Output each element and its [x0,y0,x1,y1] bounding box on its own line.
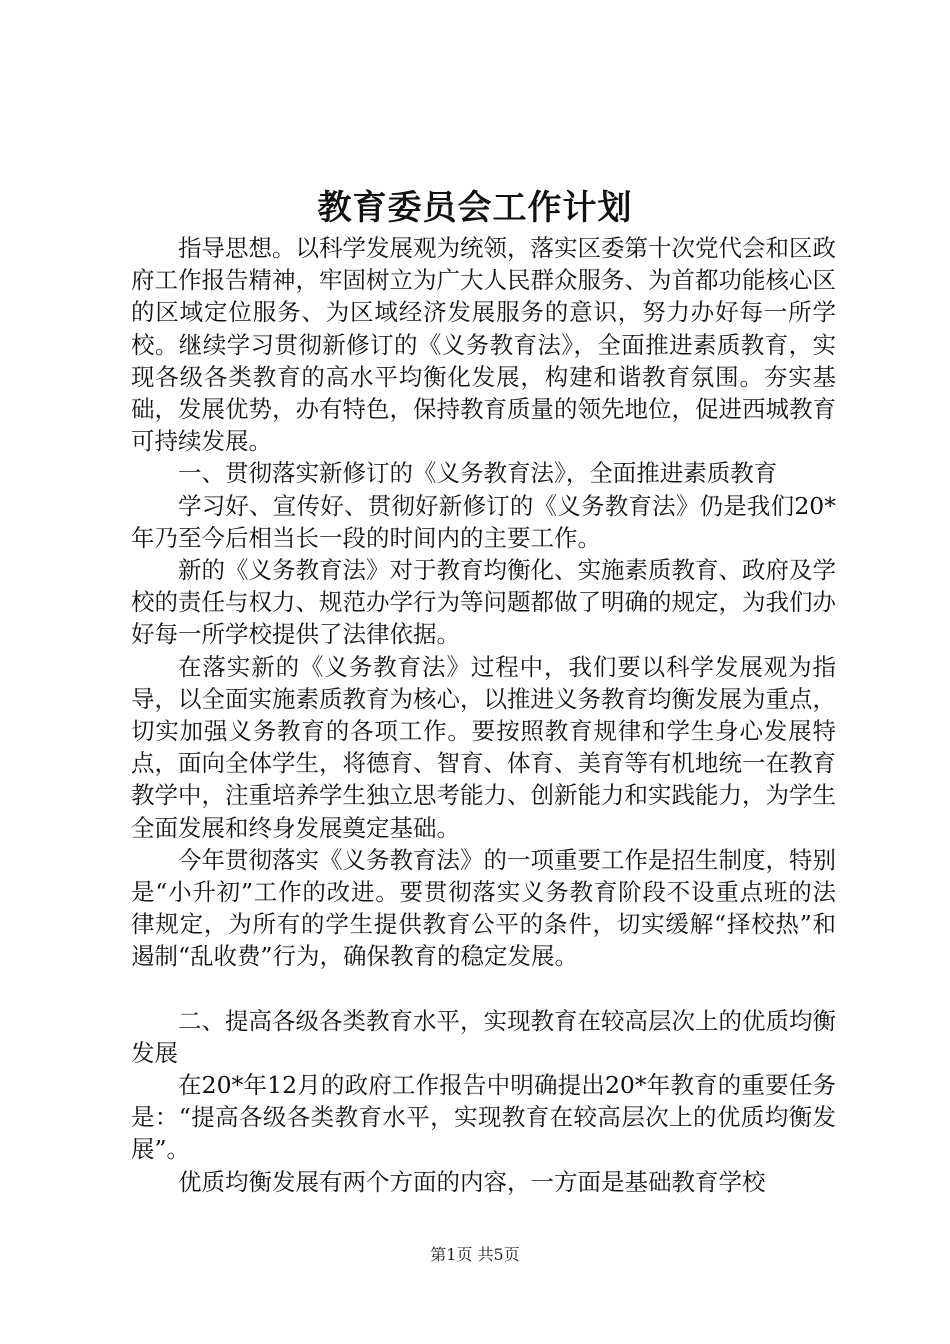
paragraph: 学习好、宣传好、贯彻好新修订的《义务教育法》仍是我们20*年乃至今后相当长一段的时间内的主要工作。 [131,491,836,552]
section-heading-2: 二、提高各级各类教育水平，实现教育在较高层次上的优质均衡发展 [131,1006,836,1067]
paragraph: 在落实新的《义务教育法》过程中，我们要以科学发展观为指导，以全面实施素质教育为核心，以推进义务教育均衡发展为重点，切实加强义务教育的各项工作。要按照教育规律和学生身心发展特点，面向全体学生，将德育、智育、体育、美育等有机地统一在教育教学中，注重培养学生独立思考能力、创新能力和实践能力，为学生全面发展和终身发展奠定基础。 [131,652,836,842]
paragraph: 优质均衡发展有两个方面的内容，一方面是基础教育学校 [178,1167,766,1196]
paragraph-guiding-ideology: 指导思想。以科学发展观为统领，落实区委第十次党代会和区政府工作报告精神，牢固树立为广大人民群众服务、为首都功能核心区的区域定位服务、为区域经济发展服务的意识，努力办好每一所学校。继续学习贯彻新修订的《义务教育法》，全面推进素质教育，实现各级各类教育的高水平均衡化发展，构建和谐教育氛围。夯实基础，发展优势，办有特色，保持教育质量的领先地位，促进西城教育可持续发展。 [131,234,836,456]
paragraph: 新的《义务教育法》对于教育均衡化、实施素质教育、政府及学校的责任与权力、规范办学行为等问题都做了明确的规定，为我们办好每一所学校提供了法律依据。 [131,556,836,649]
paragraph: 今年贯彻落实《义务教育法》的一项重要工作是招生制度，特别是“小升初”工作的改进。要贯彻落实义务教育阶段不设重点班的法律规定，为所有的学生提供教育公平的条件，切实缓解“择校热”和遏制“乱收费”行为，确保教育的稳定发展。 [131,845,836,971]
document-title: 教育委员会工作计划 [317,188,633,228]
paragraph: 在20*年12月的政府工作报告中明确提出20*年教育的重要任务是：“提高各级各类教育水平，实现教育在较高层次上的优质均衡发展”。 [131,1071,836,1164]
section-heading-1: 一、贯彻落实新修订的《义务教育法》，全面推进素质教育 [178,459,778,488]
page-footer: 第1页 共5页 [430,1245,520,1264]
document-body [131,232,836,1198]
